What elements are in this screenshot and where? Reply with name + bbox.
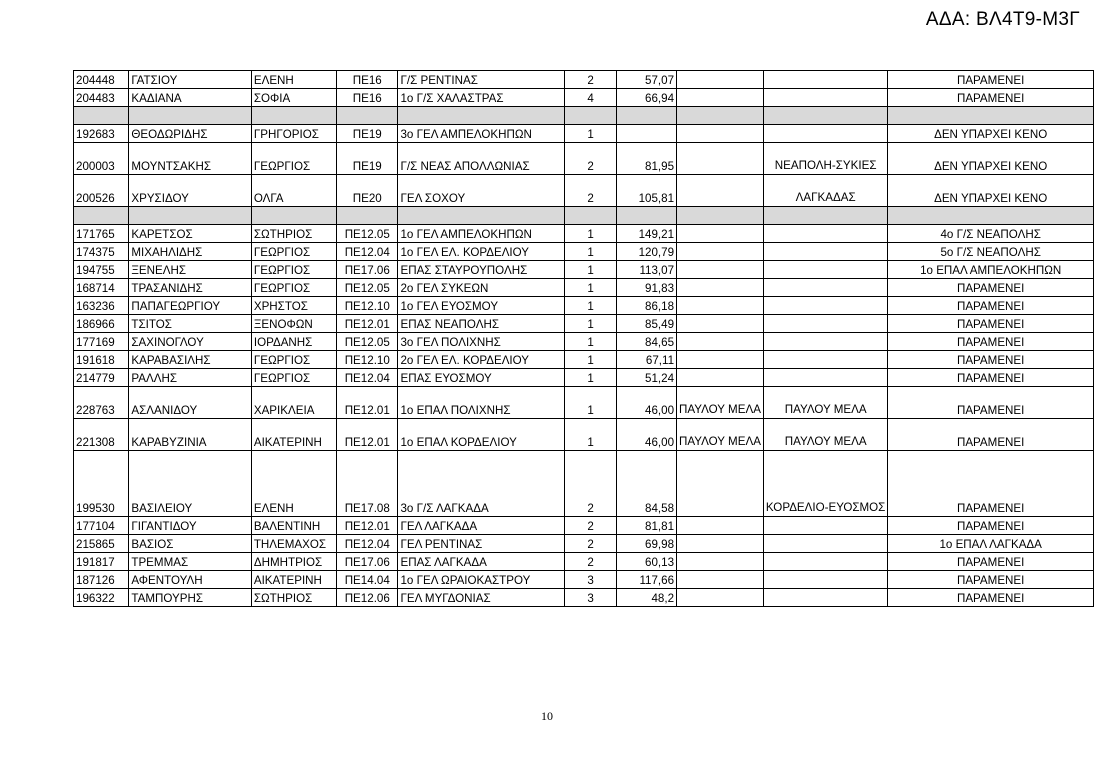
- cell-specialty: ΠΕ12.05: [337, 279, 398, 297]
- cell-area-a: [677, 369, 764, 387]
- cell-specialty: ΠΕ17.06: [337, 553, 398, 571]
- table-row: [74, 517, 1094, 535]
- separator-cell: [617, 207, 677, 225]
- cell-school: ΕΠΑΣ ΕΥΟΣΜΟΥ: [398, 369, 564, 387]
- cell-area-a: ΠΑΥΛΟΥ ΜΕΛΑ: [677, 419, 764, 451]
- cell-school: Γ/Σ ΡΕΝΤΙΝΑΣ: [398, 71, 564, 89]
- cell-score: 113,07: [617, 261, 677, 279]
- cell-registry-id: 191817: [74, 553, 129, 571]
- cell-area-a: [677, 243, 764, 261]
- cell-score: 48,2: [617, 589, 677, 607]
- cell-surname: ΚΑΔΙΑΝΑ: [129, 89, 251, 107]
- cell-registry-id: 228763: [74, 387, 129, 419]
- cell-area-b: [763, 279, 887, 297]
- cell-result: 1ο ΕΠΑΛ ΑΜΠΕΛΟΚΗΠΩΝ: [888, 261, 1094, 279]
- table-row: [74, 419, 1094, 451]
- cell-count: 1: [564, 243, 617, 261]
- table-row: [74, 89, 1094, 107]
- cell-first-name: ΕΛΕΝΗ: [251, 451, 336, 517]
- cell-surname: ΠΑΠΑΓΕΩΡΓΙΟΥ: [129, 297, 251, 315]
- cell-count: 1: [564, 297, 617, 315]
- cell-count: 2: [564, 517, 617, 535]
- cell-result: ΠΑΡΑΜΕΝΕΙ: [888, 419, 1094, 451]
- cell-specialty: ΠΕ12.01: [337, 419, 398, 451]
- cell-result: ΔΕΝ ΥΠΑΡΧΕΙ ΚΕΝΟ: [888, 143, 1094, 175]
- cell-first-name: ΣΩΤΗΡΙΟΣ: [251, 589, 336, 607]
- cell-area-b: ΝΕΑΠΟΛΗ-ΣΥΚΙΕΣ: [763, 143, 887, 175]
- table-row: [74, 451, 1094, 517]
- cell-school: 1ο ΓΕΛ ΑΜΠΕΛΟΚΗΠΩΝ: [398, 225, 564, 243]
- cell-first-name: ΧΑΡΙΚΛΕΙΑ: [251, 387, 336, 419]
- cell-first-name: ΞΕΝΟΦΩΝ: [251, 315, 336, 333]
- cell-registry-id: 199530: [74, 451, 129, 517]
- cell-area-a: [677, 517, 764, 535]
- cell-result: 1ο ΕΠΑΛ ΛΑΓΚΑΔΑ: [888, 535, 1094, 553]
- cell-registry-id: 192683: [74, 125, 129, 143]
- table-row: [74, 143, 1094, 175]
- cell-score: 60,13: [617, 553, 677, 571]
- table-row: [74, 589, 1094, 607]
- cell-specialty: ΠΕ20: [337, 175, 398, 207]
- cell-area-b: ΛΑΓΚΑΔΑΣ: [763, 175, 887, 207]
- cell-registry-id: 200003: [74, 143, 129, 175]
- cell-specialty: ΠΕ12.04: [337, 535, 398, 553]
- cell-result: ΠΑΡΑΜΕΝΕΙ: [888, 315, 1094, 333]
- table-row: [74, 553, 1094, 571]
- cell-specialty: ΠΕ14.04: [337, 571, 398, 589]
- cell-result: ΠΑΡΑΜΕΝΕΙ: [888, 589, 1094, 607]
- cell-specialty: ΠΕ12.05: [337, 333, 398, 351]
- cell-registry-id: 174375: [74, 243, 129, 261]
- cell-registry-id: 215865: [74, 535, 129, 553]
- cell-school: Γ/Σ ΝΕΑΣ ΑΠΟΛΛΩΝΙΑΣ: [398, 143, 564, 175]
- cell-first-name: ΣΩΤΗΡΙΟΣ: [251, 225, 336, 243]
- cell-score: 85,49: [617, 315, 677, 333]
- cell-area-b: ΠΑΥΛΟΥ ΜΕΛΑ: [763, 387, 887, 419]
- cell-school: ΕΠΑΣ ΝΕΑΠΟΛΗΣ: [398, 315, 564, 333]
- cell-area-a: [677, 315, 764, 333]
- cell-surname: ΜΙΧΑΗΛΙΔΗΣ: [129, 243, 251, 261]
- separator-row: [74, 107, 1094, 125]
- cell-registry-id: 186966: [74, 315, 129, 333]
- cell-area-b: [763, 261, 887, 279]
- cell-specialty: ΠΕ17.06: [337, 261, 398, 279]
- cell-registry-id: 163236: [74, 297, 129, 315]
- cell-school: ΓΕΛ ΡΕΝΤΙΝΑΣ: [398, 535, 564, 553]
- cell-first-name: ΓΕΩΡΓΙΟΣ: [251, 243, 336, 261]
- separator-cell: [677, 207, 764, 225]
- cell-count: 3: [564, 589, 617, 607]
- cell-area-a: [677, 589, 764, 607]
- cell-first-name: ΤΗΛΕΜΑΧΟΣ: [251, 535, 336, 553]
- cell-specialty: ΠΕ12.06: [337, 589, 398, 607]
- cell-specialty: ΠΕ12.04: [337, 369, 398, 387]
- cell-surname: ΚΑΡΕΤΣΟΣ: [129, 225, 251, 243]
- cell-result: ΠΑΡΑΜΕΝΕΙ: [888, 451, 1094, 517]
- table-row: [74, 279, 1094, 297]
- cell-result: 5ο Γ/Σ ΝΕΑΠΟΛΗΣ: [888, 243, 1094, 261]
- cell-area-a: [677, 333, 764, 351]
- table-row: [74, 315, 1094, 333]
- table-row: [74, 351, 1094, 369]
- cell-specialty: ΠΕ12.10: [337, 351, 398, 369]
- table-row: [74, 333, 1094, 351]
- cell-score: 91,83: [617, 279, 677, 297]
- cell-score: 120,79: [617, 243, 677, 261]
- cell-result: ΠΑΡΑΜΕΝΕΙ: [888, 297, 1094, 315]
- cell-school: ΓΕΛ ΜΥΓΔΟΝΙΑΣ: [398, 589, 564, 607]
- cell-score: 67,11: [617, 351, 677, 369]
- cell-area-a: [677, 279, 764, 297]
- separator-cell: [398, 207, 564, 225]
- separator-cell: [129, 107, 251, 125]
- cell-count: 1: [564, 279, 617, 297]
- table-row: [74, 243, 1094, 261]
- table-row: [74, 71, 1094, 89]
- cell-specialty: ΠΕ16: [337, 89, 398, 107]
- cell-surname: ΞΕΝΕΛΗΣ: [129, 261, 251, 279]
- cell-surname: ΤΡΕΜΜΑΣ: [129, 553, 251, 571]
- cell-surname: ΑΣΛΑΝΙΔΟΥ: [129, 387, 251, 419]
- cell-surname: ΑΦΕΝΤΟΥΛΗ: [129, 571, 251, 589]
- cell-score: 81,81: [617, 517, 677, 535]
- cell-first-name: ΓΕΩΡΓΙΟΣ: [251, 261, 336, 279]
- cell-surname: ΤΣΙΤΟΣ: [129, 315, 251, 333]
- cell-result: ΠΑΡΑΜΕΝΕΙ: [888, 369, 1094, 387]
- cell-score: 84,65: [617, 333, 677, 351]
- cell-school: ΕΠΑΣ ΛΑΓΚΑΔΑ: [398, 553, 564, 571]
- cell-area-b: [763, 243, 887, 261]
- cell-area-b: [763, 571, 887, 589]
- separator-cell: [888, 107, 1094, 125]
- separator-cell: [129, 207, 251, 225]
- cell-registry-id: 204448: [74, 71, 129, 89]
- cell-first-name: ΧΡΗΣΤΟΣ: [251, 297, 336, 315]
- separator-cell: [564, 207, 617, 225]
- cell-surname: ΚΑΡΑΒΑΣΙΛΗΣ: [129, 351, 251, 369]
- cell-count: 1: [564, 315, 617, 333]
- table-row: [74, 297, 1094, 315]
- cell-surname: ΓΙΓΑΝΤΙΔΟΥ: [129, 517, 251, 535]
- cell-result: ΠΑΡΑΜΕΝΕΙ: [888, 71, 1094, 89]
- placement-table: [73, 70, 1094, 607]
- cell-surname: ΣΑΧΙΝΟΓΛΟΥ: [129, 333, 251, 351]
- cell-result: ΠΑΡΑΜΕΝΕΙ: [888, 517, 1094, 535]
- cell-school: 1ο Γ/Σ ΧΑΛΑΣΤΡΑΣ: [398, 89, 564, 107]
- cell-area-a: [677, 261, 764, 279]
- cell-school: 1ο ΓΕΛ ΩΡΑΙΟΚΑΣΤΡΟΥ: [398, 571, 564, 589]
- cell-first-name: ΕΛΕΝΗ: [251, 71, 336, 89]
- cell-score: 69,98: [617, 535, 677, 553]
- cell-result: ΔΕΝ ΥΠΑΡΧΕΙ ΚΕΝΟ: [888, 175, 1094, 207]
- cell-specialty: ΠΕ12.01: [337, 387, 398, 419]
- cell-registry-id: 177104: [74, 517, 129, 535]
- cell-count: 1: [564, 225, 617, 243]
- cell-result: ΔΕΝ ΥΠΑΡΧΕΙ ΚΕΝΟ: [888, 125, 1094, 143]
- cell-area-a: [677, 89, 764, 107]
- cell-first-name: ΓΕΩΡΓΙΟΣ: [251, 369, 336, 387]
- cell-result: ΠΑΡΑΜΕΝΕΙ: [888, 279, 1094, 297]
- cell-surname: ΤΡΑΣΑΝΙΔΗΣ: [129, 279, 251, 297]
- table-row: [74, 369, 1094, 387]
- cell-registry-id: 177169: [74, 333, 129, 351]
- table-row: [74, 125, 1094, 143]
- page-number: 10: [541, 709, 553, 723]
- separator-cell: [251, 107, 336, 125]
- cell-school: ΓΕΛ ΣΟΧΟΥ: [398, 175, 564, 207]
- cell-specialty: ΠΕ16: [337, 71, 398, 89]
- cell-first-name: ΣΟΦΙΑ: [251, 89, 336, 107]
- cell-result: ΠΑΡΑΜΕΝΕΙ: [888, 387, 1094, 419]
- cell-area-b: [763, 297, 887, 315]
- table-row: [74, 225, 1094, 243]
- separator-cell: [251, 207, 336, 225]
- table-row: [74, 387, 1094, 419]
- cell-area-a: [677, 451, 764, 517]
- cell-result: 4ο Γ/Σ ΝΕΑΠΟΛΗΣ: [888, 225, 1094, 243]
- separator-cell: [763, 207, 887, 225]
- cell-first-name: ΑΙΚΑΤΕΡΙΝΗ: [251, 419, 336, 451]
- cell-registry-id: 200526: [74, 175, 129, 207]
- cell-first-name: ΙΟΡΔΑΝΗΣ: [251, 333, 336, 351]
- cell-score: [617, 125, 677, 143]
- table-row: [74, 571, 1094, 589]
- cell-count: 1: [564, 261, 617, 279]
- cell-area-b: [763, 553, 887, 571]
- cell-school: ΓΕΛ ΛΑΓΚΑΔΑ: [398, 517, 564, 535]
- cell-score: 46,00: [617, 419, 677, 451]
- cell-count: 1: [564, 351, 617, 369]
- cell-first-name: ΓΕΩΡΓΙΟΣ: [251, 143, 336, 175]
- cell-specialty: ΠΕ17.08: [337, 451, 398, 517]
- cell-specialty: ΠΕ12.01: [337, 517, 398, 535]
- cell-area-a: [677, 71, 764, 89]
- cell-area-a: [677, 225, 764, 243]
- table-row: [74, 175, 1094, 207]
- cell-surname: ΜΟΥΝΤΣΑΚΗΣ: [129, 143, 251, 175]
- cell-score: 86,18: [617, 297, 677, 315]
- cell-school: 3ο ΓΕΛ ΑΜΠΕΛΟΚΗΠΩΝ: [398, 125, 564, 143]
- cell-specialty: ΠΕ19: [337, 125, 398, 143]
- cell-area-a: [677, 125, 764, 143]
- cell-specialty: ΠΕ12.10: [337, 297, 398, 315]
- cell-first-name: ΓΡΗΓΟΡΙΟΣ: [251, 125, 336, 143]
- cell-count: 1: [564, 333, 617, 351]
- cell-registry-id: 191618: [74, 351, 129, 369]
- cell-first-name: ΔΗΜΗΤΡΙΟΣ: [251, 553, 336, 571]
- cell-area-b: [763, 517, 887, 535]
- cell-result: ΠΑΡΑΜΕΝΕΙ: [888, 571, 1094, 589]
- cell-registry-id: 194755: [74, 261, 129, 279]
- table-row: [74, 535, 1094, 553]
- cell-score: 66,94: [617, 89, 677, 107]
- cell-surname: ΤΑΜΠΟΥΡΗΣ: [129, 589, 251, 607]
- cell-registry-id: 171765: [74, 225, 129, 243]
- cell-specialty: ΠΕ12.04: [337, 243, 398, 261]
- separator-cell: [337, 107, 398, 125]
- cell-school: 1ο ΓΕΛ ΕΛ. ΚΟΡΔΕΛΙΟΥ: [398, 243, 564, 261]
- table-row: [74, 261, 1094, 279]
- separator-cell: [398, 107, 564, 125]
- separator-cell: [888, 207, 1094, 225]
- cell-school: 3ο Γ/Σ ΛΑΓΚΑΔΑ: [398, 451, 564, 517]
- cell-area-b: [763, 71, 887, 89]
- ada-code: ΑΔΑ: ΒΛ4Τ9-Μ3Γ: [925, 9, 1080, 30]
- cell-registry-id: 168714: [74, 279, 129, 297]
- cell-surname: ΡΑΛΛΗΣ: [129, 369, 251, 387]
- separator-cell: [74, 107, 129, 125]
- cell-registry-id: 187126: [74, 571, 129, 589]
- cell-score: 57,07: [617, 71, 677, 89]
- cell-area-b: [763, 589, 887, 607]
- cell-surname: ΒΑΣΙΟΣ: [129, 535, 251, 553]
- cell-result: ΠΑΡΑΜΕΝΕΙ: [888, 333, 1094, 351]
- cell-specialty: ΠΕ19: [337, 143, 398, 175]
- separator-cell: [763, 107, 887, 125]
- cell-count: 4: [564, 89, 617, 107]
- cell-result: ΠΑΡΑΜΕΝΕΙ: [888, 351, 1094, 369]
- separator-cell: [337, 207, 398, 225]
- cell-school: 2ο ΓΕΛ ΕΛ. ΚΟΡΔΕΛΙΟΥ: [398, 351, 564, 369]
- cell-score: 105,81: [617, 175, 677, 207]
- cell-count: 1: [564, 419, 617, 451]
- cell-area-a: [677, 297, 764, 315]
- separator-row: [74, 207, 1094, 225]
- cell-count: 3: [564, 571, 617, 589]
- cell-school: 2ο ΓΕΛ ΣΥΚΕΩΝ: [398, 279, 564, 297]
- cell-school: 1ο ΕΠΑΛ ΚΟΡΔΕΛΙΟΥ: [398, 419, 564, 451]
- cell-area-a: [677, 571, 764, 589]
- cell-area-b: [763, 369, 887, 387]
- table-body: [74, 71, 1094, 607]
- cell-registry-id: 221308: [74, 419, 129, 451]
- cell-surname: ΘΕΟΔΩΡΙΔΗΣ: [129, 125, 251, 143]
- cell-surname: ΧΡΥΣΙΔΟΥ: [129, 175, 251, 207]
- cell-school: ΕΠΑΣ ΣΤΑΥΡΟΥΠΟΛΗΣ: [398, 261, 564, 279]
- cell-school: 1ο ΓΕΛ ΕΥΟΣΜΟΥ: [398, 297, 564, 315]
- cell-score: 149,21: [617, 225, 677, 243]
- cell-result: ΠΑΡΑΜΕΝΕΙ: [888, 553, 1094, 571]
- cell-area-a: [677, 535, 764, 553]
- cell-first-name: ΑΙΚΑΤΕΡΙΝΗ: [251, 571, 336, 589]
- cell-registry-id: 204483: [74, 89, 129, 107]
- separator-cell: [564, 107, 617, 125]
- cell-first-name: ΒΑΛΕΝΤΙΝΗ: [251, 517, 336, 535]
- cell-area-b: [763, 89, 887, 107]
- cell-first-name: ΟΛΓΑ: [251, 175, 336, 207]
- cell-surname: ΓΑΤΣΙΟΥ: [129, 71, 251, 89]
- cell-area-b: [763, 535, 887, 553]
- cell-area-b: ΚΟΡΔΕΛΙΟ-ΕΥΟΣΜΟΣ: [763, 451, 887, 517]
- cell-area-b: [763, 225, 887, 243]
- cell-count: 2: [564, 175, 617, 207]
- cell-area-b: [763, 333, 887, 351]
- cell-specialty: ΠΕ12.05: [337, 225, 398, 243]
- cell-count: 2: [564, 71, 617, 89]
- cell-registry-id: 196322: [74, 589, 129, 607]
- cell-score: 46,00: [617, 387, 677, 419]
- cell-count: 2: [564, 553, 617, 571]
- cell-count: 1: [564, 125, 617, 143]
- cell-area-a: [677, 175, 764, 207]
- cell-score: 84,58: [617, 451, 677, 517]
- cell-specialty: ΠΕ12.01: [337, 315, 398, 333]
- cell-score: 81,95: [617, 143, 677, 175]
- cell-area-a: [677, 351, 764, 369]
- cell-school: 3ο ΓΕΛ ΠΟΛΙΧΝΗΣ: [398, 333, 564, 351]
- cell-area-b: ΠΑΥΛΟΥ ΜΕΛΑ: [763, 419, 887, 451]
- cell-count: 1: [564, 369, 617, 387]
- cell-surname: ΒΑΣΙΛΕΙΟΥ: [129, 451, 251, 517]
- cell-surname: ΚΑΡΑΒΥΖΙΝΙΑ: [129, 419, 251, 451]
- cell-area-a: [677, 553, 764, 571]
- cell-area-b: [763, 125, 887, 143]
- cell-count: 2: [564, 143, 617, 175]
- cell-area-b: [763, 351, 887, 369]
- cell-count: 1: [564, 387, 617, 419]
- cell-result: ΠΑΡΑΜΕΝΕΙ: [888, 89, 1094, 107]
- cell-first-name: ΓΕΩΡΓΙΟΣ: [251, 279, 336, 297]
- cell-score: 117,66: [617, 571, 677, 589]
- cell-school: 1ο ΕΠΑΛ ΠΟΛΙΧΝΗΣ: [398, 387, 564, 419]
- cell-registry-id: 214779: [74, 369, 129, 387]
- separator-cell: [617, 107, 677, 125]
- cell-area-a: [677, 143, 764, 175]
- cell-first-name: ΓΕΩΡΓΙΟΣ: [251, 351, 336, 369]
- cell-count: 2: [564, 535, 617, 553]
- separator-cell: [677, 107, 764, 125]
- cell-count: 2: [564, 451, 617, 517]
- cell-score: 51,24: [617, 369, 677, 387]
- separator-cell: [74, 207, 129, 225]
- cell-area-a: ΠΑΥΛΟΥ ΜΕΛΑ: [677, 387, 764, 419]
- cell-area-b: [763, 315, 887, 333]
